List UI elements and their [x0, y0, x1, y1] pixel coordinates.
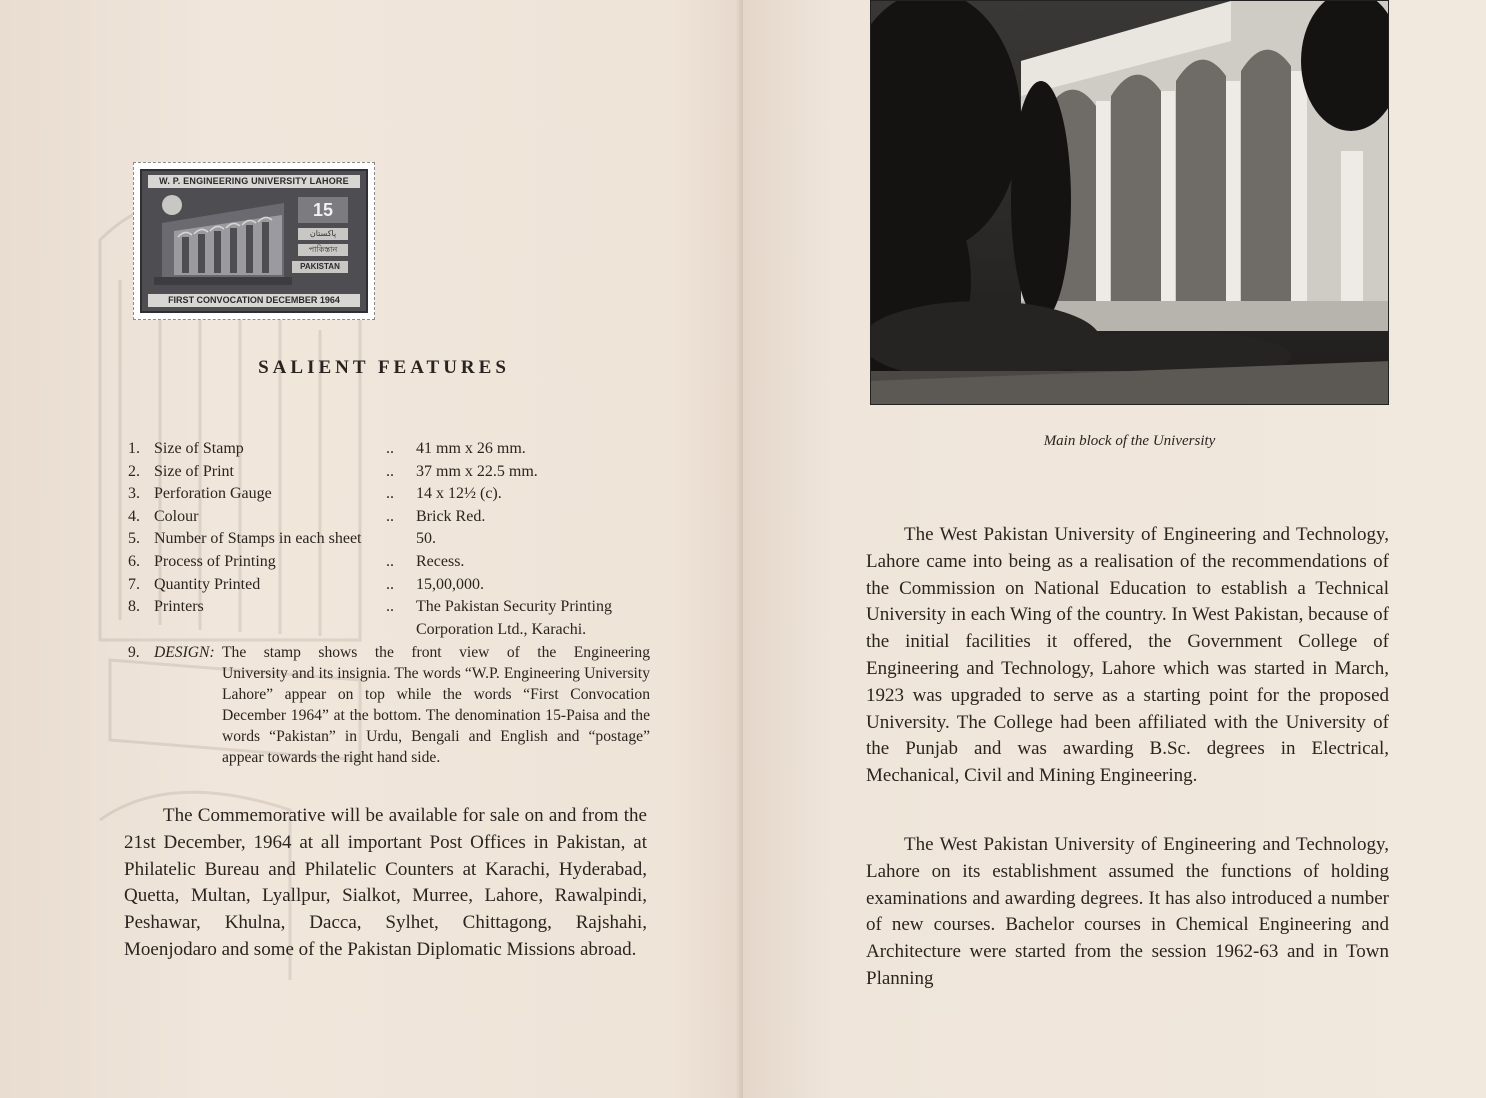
feature-leader: .. [386, 552, 394, 570]
feature-row [128, 461, 668, 484]
stamp-country-text: PAKISTAN [292, 261, 348, 273]
feature-number: 2. [128, 462, 140, 480]
feature-value: 50. [416, 530, 436, 548]
feature-value: Recess. [416, 552, 465, 570]
feature-label: Size of Print [154, 462, 234, 480]
stamp-top-text: W. P. ENGINEERING UNIVERSITY LAHORE [148, 175, 360, 188]
stamp-bengali-text: পাকিস্তান [298, 244, 348, 256]
feature-value: 15,00,000. [416, 575, 484, 593]
design-number: 9. [128, 644, 140, 661]
feature-label: Process of Printing [154, 552, 276, 570]
feature-label: Number of Stamps in each sheet [154, 530, 362, 548]
photo-caption: Main block of the University [1043, 433, 1216, 449]
feature-number: 8. [128, 598, 140, 616]
feature-row [128, 596, 668, 641]
postage-stamp [133, 162, 375, 320]
feature-row [128, 438, 668, 461]
feature-value: 37 mm x 22.5 mm. [416, 462, 538, 480]
stamp-bottom-text: FIRST CONVOCATION DECEMBER 1964 [148, 294, 360, 307]
feature-leader: .. [386, 485, 394, 503]
feature-label: Perforation Gauge [154, 485, 272, 503]
feature-number: 1. [128, 440, 140, 457]
feature-row [128, 506, 668, 529]
university-insignia-icon [162, 195, 182, 215]
feature-number: 5. [128, 530, 140, 548]
feature-number: 7. [128, 575, 140, 593]
sale-availability-paragraph: The Commemorative will be available for sale on and from the 21st December, 1964 at all important Post Offices in Pakistan, at Philatelic Bureau and Philatelic Counters at Karachi, Hyderabad, Quetta, Multan, Lyallpur, Sialkot, Murree, Lahore, Rawalpindi, Peshawar, Khulna, Dacca, Sylhet, Chittagong, Rajshahi, Moenjodaro and some of the Pakistan Diplomatic Missions abroad. [124, 805, 647, 960]
university-history-paragraph: The West Pakistan University of Engineering and Technology, Lahore came into being as a realisation of the recommendations of the Commission on National Education to establish a Technical University in each Wing of the country. In West Pakistan, because of the initial facilities it offered, the Government College of Engineering and Technology, Lahore which was started in March, 1923 was upgraded to serve as a starting point for the proposed University. The College had been affiliated with the University of the Punjab and was awarding B.Sc. degrees in Electrical, Mechanical, Civil and Mining Engineering. [866, 524, 1389, 787]
feature-row [128, 483, 668, 506]
feature-leader: .. [386, 575, 394, 593]
feature-value: 14 x 12½ (c). [416, 485, 502, 503]
university-photo [870, 0, 1389, 405]
feature-leader: .. [386, 507, 394, 525]
feature-value: The Pakistan Security Printing Corporation Ltd., Karachi. [416, 598, 612, 638]
university-building-illustration [871, 1, 1389, 405]
stamp-denomination: 15 [298, 197, 348, 223]
design-first-line [128, 642, 650, 663]
feature-row [128, 528, 668, 551]
feature-number: 4. [128, 507, 140, 525]
feature-label: Printers [154, 598, 204, 616]
salient-features-heading: SALIENT FEATURES [258, 357, 510, 378]
feature-leader: .. [386, 598, 394, 616]
design-text-rest: University and its insignia. The words “W.P. Engineering University Lahore” appear on top while the words “First Convocation December 1964” at the bottom. The denomination 15-Paisa and the words “Pakistan” in Urdu, Bengali and English and “postage” appear towards the right hand side. [222, 665, 650, 766]
feature-row [128, 574, 668, 597]
feature-number: 3. [128, 485, 140, 503]
design-label: DESIGN: [154, 644, 215, 661]
feature-row [128, 551, 668, 574]
feature-value: 41 mm x 26 mm. [416, 440, 526, 457]
feature-value: Brick Red. [416, 507, 486, 525]
feature-label: Size of Stamp [154, 440, 244, 457]
design-description [128, 642, 650, 768]
feature-number: 6. [128, 552, 140, 570]
features-list [128, 438, 668, 641]
stamp-design [140, 169, 368, 313]
stamp-urdu-text: پاکستان [298, 228, 348, 240]
feature-leader: .. [386, 462, 394, 480]
feature-label: Quantity Printed [154, 575, 261, 593]
university-functions-paragraph: The West Pakistan University of Engineering and Technology, Lahore on its establishment assumed the functions of holding examinations and awarding degrees. It has also introduced a number of new courses. Bachelor courses in Chemical Engineering and Architecture were started from the session 1962-63 and in Town Planning [866, 834, 1389, 989]
design-text-first: The stamp shows the front view of the Engineering [222, 644, 650, 661]
feature-label: Colour [154, 507, 199, 525]
feature-leader: .. [386, 440, 394, 457]
